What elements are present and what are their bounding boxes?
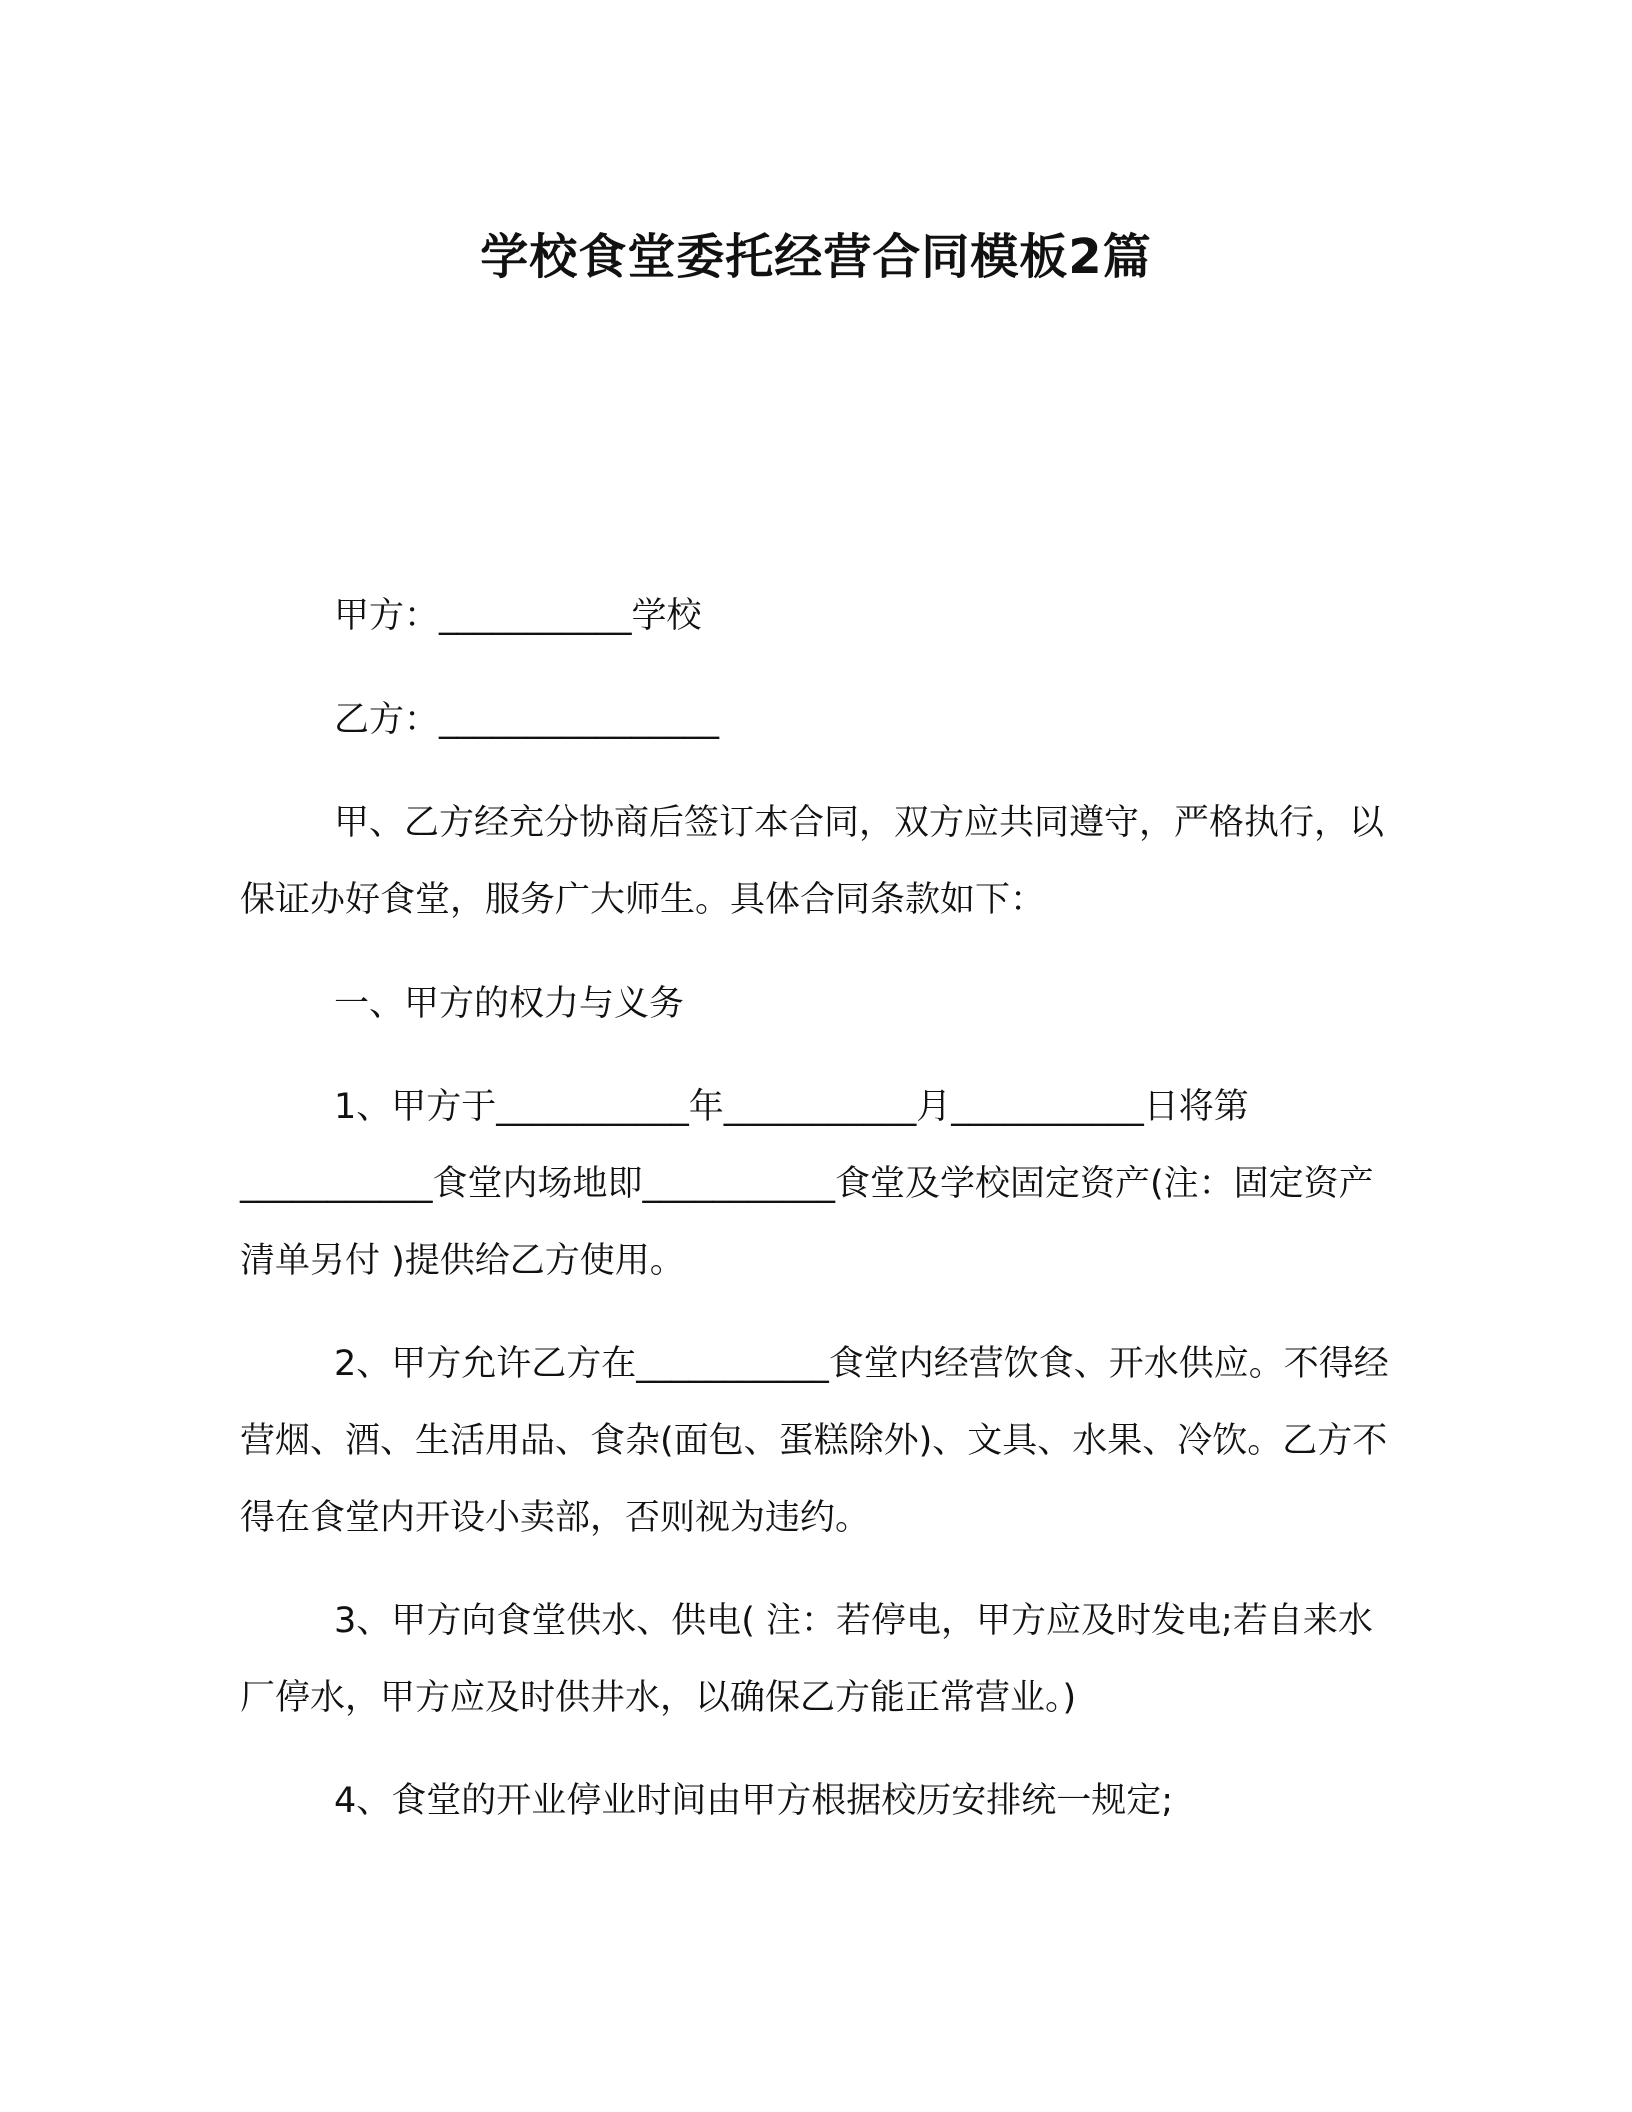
section-heading-1: 一、甲方的权力与义务 — [334, 984, 685, 1024]
clause-1: 1、甲方于___________年___________月___________日将第___________食堂内场地即___________食堂及学校固定资产(注：固定资产清单另付 )提供给乙方使用。 — [240, 1087, 1374, 1281]
document-title: 学校食堂委托经营合同模板2篇 — [480, 229, 1152, 285]
preamble-paragraph: 甲、乙方经充分协商后签订本合同，双方应共同遵守，严格执行，以保证办好食堂，服务广大师生。具体合同条款如下： — [240, 803, 1385, 920]
clause-3: 3、甲方向食堂供水、供电( 注：若停电，甲方应及时发电;若自来水厂停水，甲方应及时供井水，以确保乙方能正常营业。) — [240, 1601, 1373, 1718]
party-b-line: 乙方：________________ — [334, 700, 720, 740]
clause-2: 2、甲方允许乙方在___________食堂内经营饮食、开水供应。不得经营烟、酒、生活用品、食杂(面包、蛋糕除外)、文具、水果、冷饮。乙方不得在食堂内开设小卖部，否则视为违约。 — [240, 1344, 1389, 1538]
clause-4: 4、食堂的开业停业时间由甲方根据校历安排统一规定; — [334, 1781, 1174, 1821]
party-a-line: 甲方：___________学校 — [334, 596, 702, 636]
